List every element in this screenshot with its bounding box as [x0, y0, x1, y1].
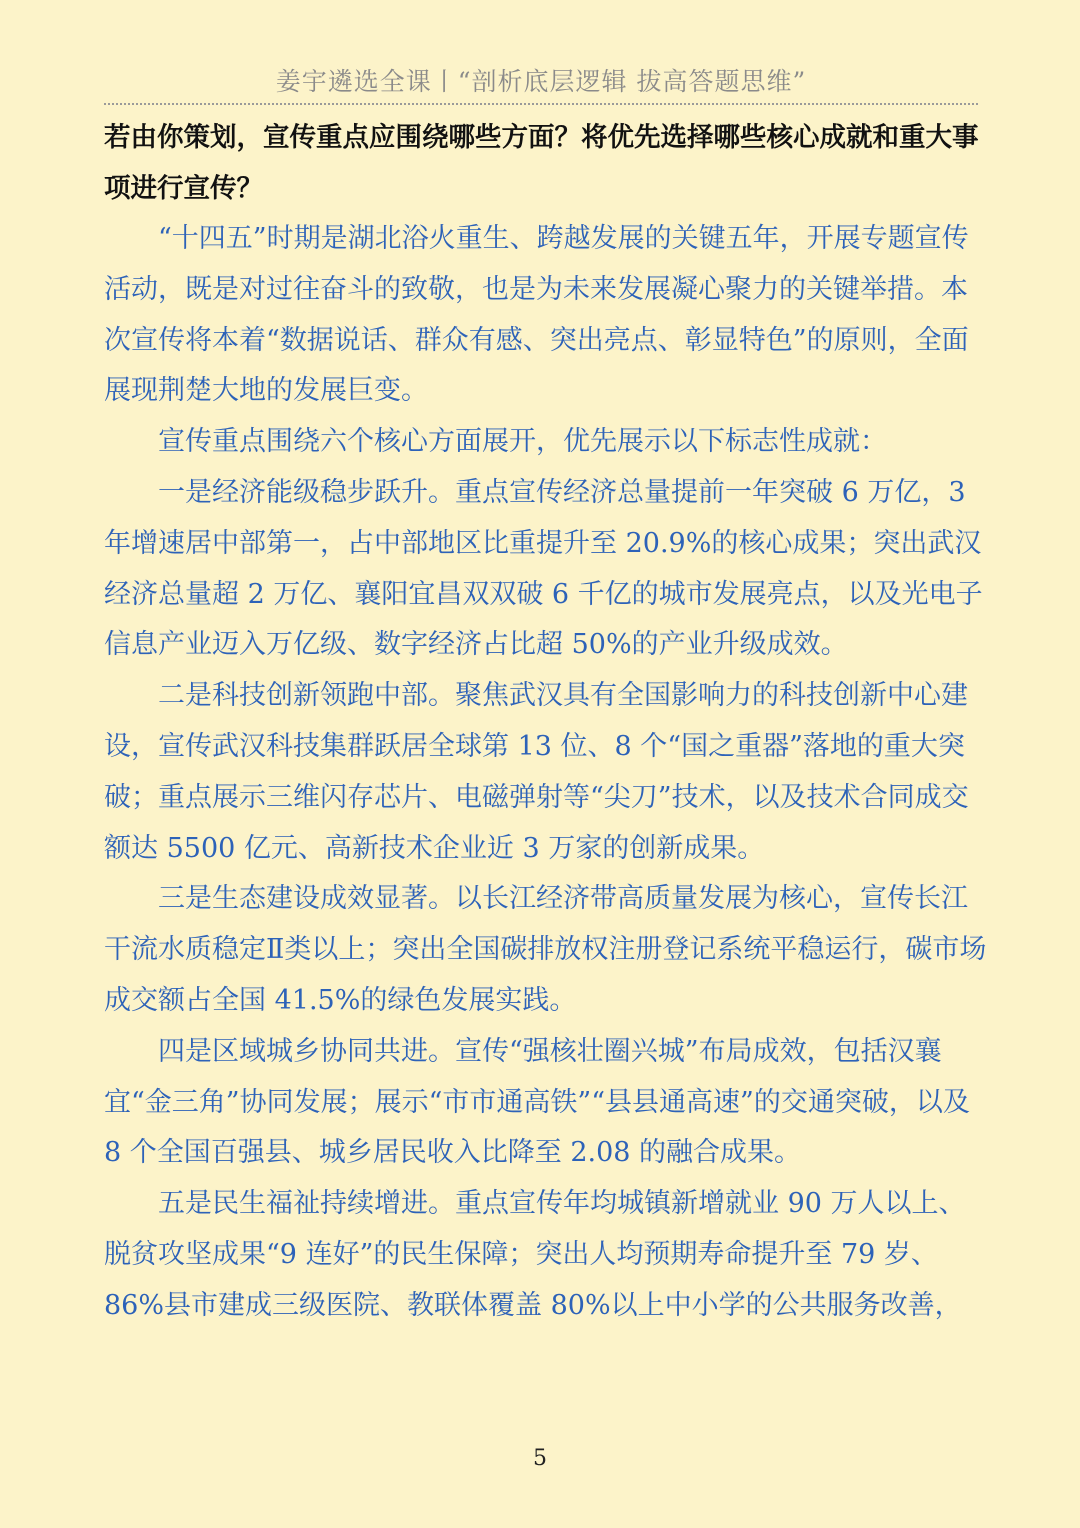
header-divider — [104, 103, 978, 105]
paragraph-technology: 二是科技创新领跑中部。聚焦武汉具有全国影响力的科技创新中心建设，宣传武汉科技集群跃居全球第 13 位、8 个“国之重器”落地的重大突破；重点展示三维闪存芯片、电磁弹射等“尖刀”技术，以及技术合同成交额达 5500 亿元、高新技术企业近 3 万家的创新成果。 — [104, 680, 969, 864]
paragraph-intro: “十四五”时期是湖北浴火重生、跨越发展的关键五年，开展专题宣传活动，既是对过往奋斗的致敬，也是为未来发展凝心聚力的关键举措。本次宣传将本着“数据说话、群众有感、突出亮点、彰显特色”的原则，全面展现荆楚大地的发展巨变。 — [104, 223, 969, 407]
paragraph-overview: 宣传重点围绕六个核心方面展开，优先展示以下标志性成就： — [158, 426, 887, 458]
paragraph-ecology: 三是生态建设成效显著。以长江经济带高质量发展为核心，宣传长江干流水质稳定Ⅱ类以上；突出全国碳排放权注册登记系统平稳运行，碳市场成交额占全国 41.5%的绿色发展实践。 — [104, 883, 987, 1016]
page-header: 姜宇遴选全课丨“剖析底层逻辑 拔高答题思维” — [275, 67, 807, 96]
answer-body — [104, 214, 988, 1332]
paragraph-economy: 一是经济能级稳步跃升。重点宣传经济总量提前一年突破 6 万亿，3 年增速居中部第一，占中部地区比重提升至 20.9%的核心成果；突出武汉经济总量超 2 万亿、襄阳宜昌双双破 6 千亿的城市发展亮点，以及光电子信息产业迈入万亿级、数字经济占比超 50%的产业升级成效。 — [104, 476, 983, 661]
question-text: 若由你策划，宣传重点应围绕哪些方面？将优先选择哪些核心成就和重大事项进行宣传？ — [104, 122, 979, 204]
page-number: 5 — [533, 1446, 547, 1471]
paragraph-regional: 四是区域城乡协同共进。宣传“强核壮圈兴城”布局成效，包括汉襄宜“金三角”协同发展；展示“市市通高铁”“县县通高速”的交通突破，以及 8 个全国百强县、城乡居民收入比降至 2.08 的融合成果。 — [104, 1035, 970, 1169]
paragraph-livelihood: 五是民生福祉持续增进。重点宣传年均城镇新增就业 90 万人以上、脱贫攻坚成果“9 连好”的民生保障；突出人均预期寿命提升至 79 岁、86%县市建成三级医院、教联体覆盖 80%以上中小学的公共服务改善， — [104, 1188, 966, 1321]
